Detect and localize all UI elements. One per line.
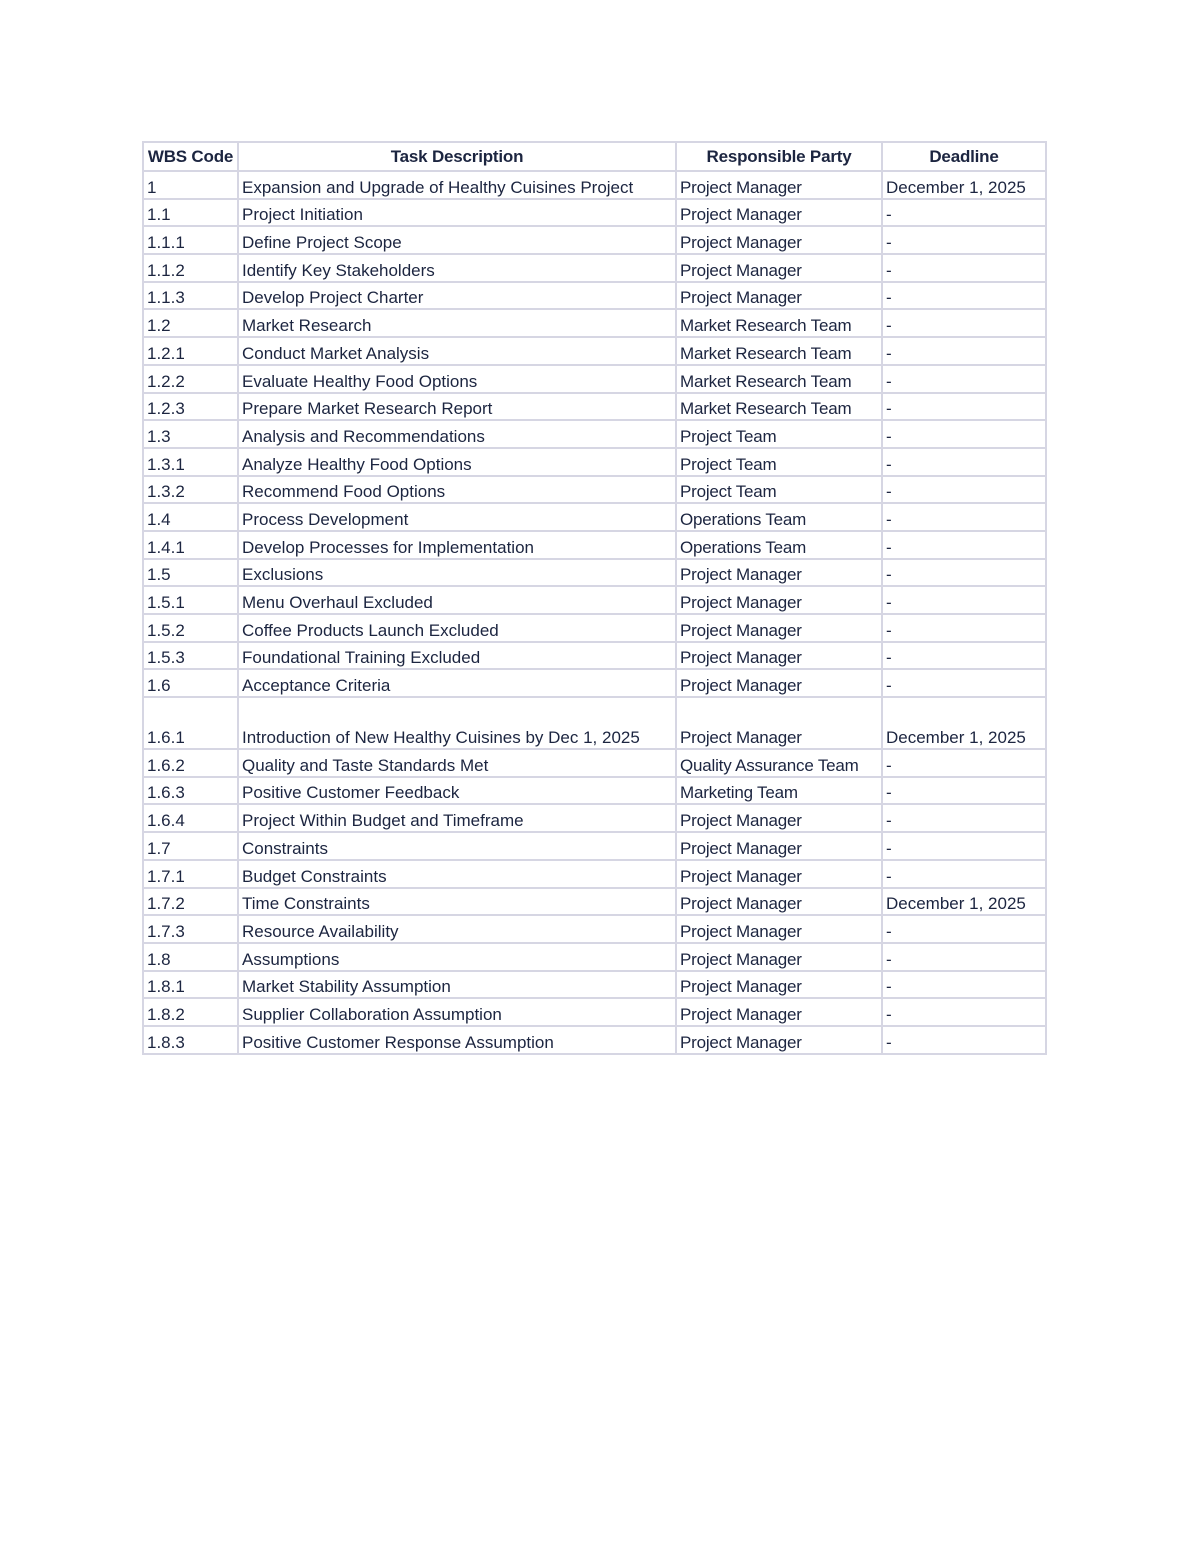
table-row <box>143 254 1046 282</box>
header-wbs-code: WBS Code <box>143 142 238 171</box>
header-task-description: Task Description <box>238 142 676 171</box>
deadline-cell: - <box>882 420 1046 448</box>
table-row <box>143 531 1046 559</box>
task-description-cell: Coffee Products Launch Excluded <box>238 614 676 642</box>
wbs-code-cell: 1.8.3 <box>143 1026 238 1054</box>
responsible-party-cell: Quality Assurance Team <box>676 749 882 777</box>
task-description-cell: Exclusions <box>238 559 676 587</box>
task-description-cell: Positive Customer Feedback <box>238 777 676 805</box>
responsible-party-cell: Operations Team <box>676 503 882 531</box>
table-row <box>143 943 1046 971</box>
table-body <box>143 171 1046 1054</box>
table-row <box>143 365 1046 393</box>
deadline-cell: - <box>882 777 1046 805</box>
table-row <box>143 832 1046 860</box>
responsible-party-cell: Project Team <box>676 420 882 448</box>
wbs-code-cell: 1.8 <box>143 943 238 971</box>
table-row <box>143 614 1046 642</box>
deadline-cell: - <box>882 998 1046 1026</box>
deadline-cell: December 1, 2025 <box>882 171 1046 199</box>
responsible-party-cell: Project Manager <box>676 832 882 860</box>
task-description-cell: Budget Constraints <box>238 860 676 888</box>
table-row <box>143 420 1046 448</box>
wbs-code-cell: 1.2.3 <box>143 393 238 421</box>
wbs-code-cell: 1.6.1 <box>143 697 238 749</box>
wbs-code-cell: 1.1.1 <box>143 226 238 254</box>
responsible-party-cell: Project Manager <box>676 614 882 642</box>
responsible-party-cell: Project Manager <box>676 642 882 670</box>
task-description-cell: Quality and Taste Standards Met <box>238 749 676 777</box>
table-row <box>143 199 1046 227</box>
table-row <box>143 503 1046 531</box>
wbs-code-cell: 1.5.3 <box>143 642 238 670</box>
table-row <box>143 337 1046 365</box>
task-description-cell: Expansion and Upgrade of Healthy Cuisines Project <box>238 171 676 199</box>
wbs-code-cell: 1.6.2 <box>143 749 238 777</box>
deadline-cell: - <box>882 531 1046 559</box>
table-row <box>143 448 1046 476</box>
task-description-cell: Acceptance Criteria <box>238 669 676 697</box>
deadline-cell: - <box>882 199 1046 227</box>
responsible-party-cell: Project Manager <box>676 998 882 1026</box>
table-row <box>143 1026 1046 1054</box>
task-description-cell: Supplier Collaboration Assumption <box>238 998 676 1026</box>
deadline-cell: - <box>882 860 1046 888</box>
task-description-cell: Prepare Market Research Report <box>238 393 676 421</box>
table-row <box>143 915 1046 943</box>
responsible-party-cell: Project Manager <box>676 559 882 587</box>
wbs-code-cell: 1.4.1 <box>143 531 238 559</box>
table-row <box>143 476 1046 504</box>
wbs-code-cell: 1.3.1 <box>143 448 238 476</box>
table-row <box>143 559 1046 587</box>
wbs-code-cell: 1.2.1 <box>143 337 238 365</box>
table-row <box>143 860 1046 888</box>
deadline-cell: - <box>882 282 1046 310</box>
task-description-cell: Analysis and Recommendations <box>238 420 676 448</box>
table-row <box>143 171 1046 199</box>
deadline-cell: - <box>882 586 1046 614</box>
table-row <box>143 282 1046 310</box>
deadline-cell: - <box>882 365 1046 393</box>
wbs-code-cell: 1.5.1 <box>143 586 238 614</box>
responsible-party-cell: Operations Team <box>676 531 882 559</box>
wbs-code-cell: 1 <box>143 171 238 199</box>
task-description-cell: Analyze Healthy Food Options <box>238 448 676 476</box>
table-row <box>143 226 1046 254</box>
responsible-party-cell: Project Manager <box>676 254 882 282</box>
responsible-party-cell: Project Manager <box>676 171 882 199</box>
wbs-code-cell: 1.7 <box>143 832 238 860</box>
task-description-cell: Resource Availability <box>238 915 676 943</box>
wbs-code-cell: 1.7.2 <box>143 888 238 916</box>
table-header-row <box>143 142 1046 171</box>
deadline-cell: - <box>882 614 1046 642</box>
responsible-party-cell: Project Manager <box>676 971 882 999</box>
table-row <box>143 888 1046 916</box>
table-row <box>143 393 1046 421</box>
task-description-cell: Foundational Training Excluded <box>238 642 676 670</box>
deadline-cell: - <box>882 642 1046 670</box>
table-row <box>143 697 1046 749</box>
table-row <box>143 971 1046 999</box>
responsible-party-cell: Market Research Team <box>676 365 882 393</box>
table-row <box>143 642 1046 670</box>
deadline-cell: - <box>882 749 1046 777</box>
responsible-party-cell: Project Manager <box>676 943 882 971</box>
wbs-code-cell: 1.3 <box>143 420 238 448</box>
task-description-cell: Time Constraints <box>238 888 676 916</box>
wbs-code-cell: 1.3.2 <box>143 476 238 504</box>
task-description-cell: Identify Key Stakeholders <box>238 254 676 282</box>
wbs-code-cell: 1.5 <box>143 559 238 587</box>
responsible-party-cell: Project Manager <box>676 888 882 916</box>
responsible-party-cell: Market Research Team <box>676 393 882 421</box>
task-description-cell: Project Within Budget and Timeframe <box>238 804 676 832</box>
header-deadline: Deadline <box>882 142 1046 171</box>
wbs-code-cell: 1.1.3 <box>143 282 238 310</box>
responsible-party-cell: Project Manager <box>676 226 882 254</box>
wbs-code-cell: 1.5.2 <box>143 614 238 642</box>
responsible-party-cell: Project Manager <box>676 915 882 943</box>
responsible-party-cell: Project Manager <box>676 282 882 310</box>
deadline-cell: - <box>882 503 1046 531</box>
table-row <box>143 777 1046 805</box>
responsible-party-cell: Project Manager <box>676 199 882 227</box>
responsible-party-cell: Project Manager <box>676 586 882 614</box>
deadline-cell: - <box>882 337 1046 365</box>
deadline-cell: - <box>882 448 1046 476</box>
wbs-code-cell: 1.1.2 <box>143 254 238 282</box>
task-description-cell: Market Research <box>238 309 676 337</box>
task-description-cell: Define Project Scope <box>238 226 676 254</box>
table-row <box>143 749 1046 777</box>
deadline-cell: - <box>882 1026 1046 1054</box>
deadline-cell: December 1, 2025 <box>882 697 1046 749</box>
wbs-code-cell: 1.7.3 <box>143 915 238 943</box>
deadline-cell: - <box>882 393 1046 421</box>
table-row <box>143 586 1046 614</box>
table-row <box>143 309 1046 337</box>
responsible-party-cell: Project Manager <box>676 697 882 749</box>
task-description-cell: Menu Overhaul Excluded <box>238 586 676 614</box>
responsible-party-cell: Project Manager <box>676 1026 882 1054</box>
responsible-party-cell: Project Manager <box>676 860 882 888</box>
task-description-cell: Develop Processes for Implementation <box>238 531 676 559</box>
task-description-cell: Conduct Market Analysis <box>238 337 676 365</box>
task-description-cell: Market Stability Assumption <box>238 971 676 999</box>
task-description-cell: Positive Customer Response Assumption <box>238 1026 676 1054</box>
deadline-cell: - <box>882 943 1046 971</box>
task-description-cell: Introduction of New Healthy Cuisines by Dec 1, 2025 <box>238 697 676 749</box>
deadline-cell: - <box>882 915 1046 943</box>
responsible-party-cell: Marketing Team <box>676 777 882 805</box>
responsible-party-cell: Market Research Team <box>676 337 882 365</box>
wbs-code-cell: 1.6 <box>143 669 238 697</box>
wbs-code-cell: 1.7.1 <box>143 860 238 888</box>
task-description-cell: Process Development <box>238 503 676 531</box>
task-description-cell: Project Initiation <box>238 199 676 227</box>
task-description-cell: Constraints <box>238 832 676 860</box>
wbs-code-cell: 1.6.3 <box>143 777 238 805</box>
deadline-cell: - <box>882 669 1046 697</box>
deadline-cell: - <box>882 832 1046 860</box>
task-description-cell: Evaluate Healthy Food Options <box>238 365 676 393</box>
wbs-code-cell: 1.1 <box>143 199 238 227</box>
wbs-code-cell: 1.8.1 <box>143 971 238 999</box>
wbs-code-cell: 1.8.2 <box>143 998 238 1026</box>
deadline-cell: - <box>882 476 1046 504</box>
header-responsible-party: Responsible Party <box>676 142 882 171</box>
wbs-code-cell: 1.2.2 <box>143 365 238 393</box>
task-description-cell: Assumptions <box>238 943 676 971</box>
deadline-cell: - <box>882 226 1046 254</box>
responsible-party-cell: Project Team <box>676 448 882 476</box>
responsible-party-cell: Project Manager <box>676 804 882 832</box>
wbs-code-cell: 1.6.4 <box>143 804 238 832</box>
table-row <box>143 669 1046 697</box>
responsible-party-cell: Market Research Team <box>676 309 882 337</box>
deadline-cell: - <box>882 254 1046 282</box>
deadline-cell: - <box>882 559 1046 587</box>
task-description-cell: Recommend Food Options <box>238 476 676 504</box>
deadline-cell: - <box>882 804 1046 832</box>
table-row <box>143 804 1046 832</box>
deadline-cell: December 1, 2025 <box>882 888 1046 916</box>
wbs-code-cell: 1.2 <box>143 309 238 337</box>
table-row <box>143 998 1046 1026</box>
deadline-cell: - <box>882 309 1046 337</box>
wbs-code-cell: 1.4 <box>143 503 238 531</box>
responsible-party-cell: Project Manager <box>676 669 882 697</box>
task-description-cell: Develop Project Charter <box>238 282 676 310</box>
deadline-cell: - <box>882 971 1046 999</box>
responsible-party-cell: Project Team <box>676 476 882 504</box>
wbs-table <box>142 141 1047 1055</box>
